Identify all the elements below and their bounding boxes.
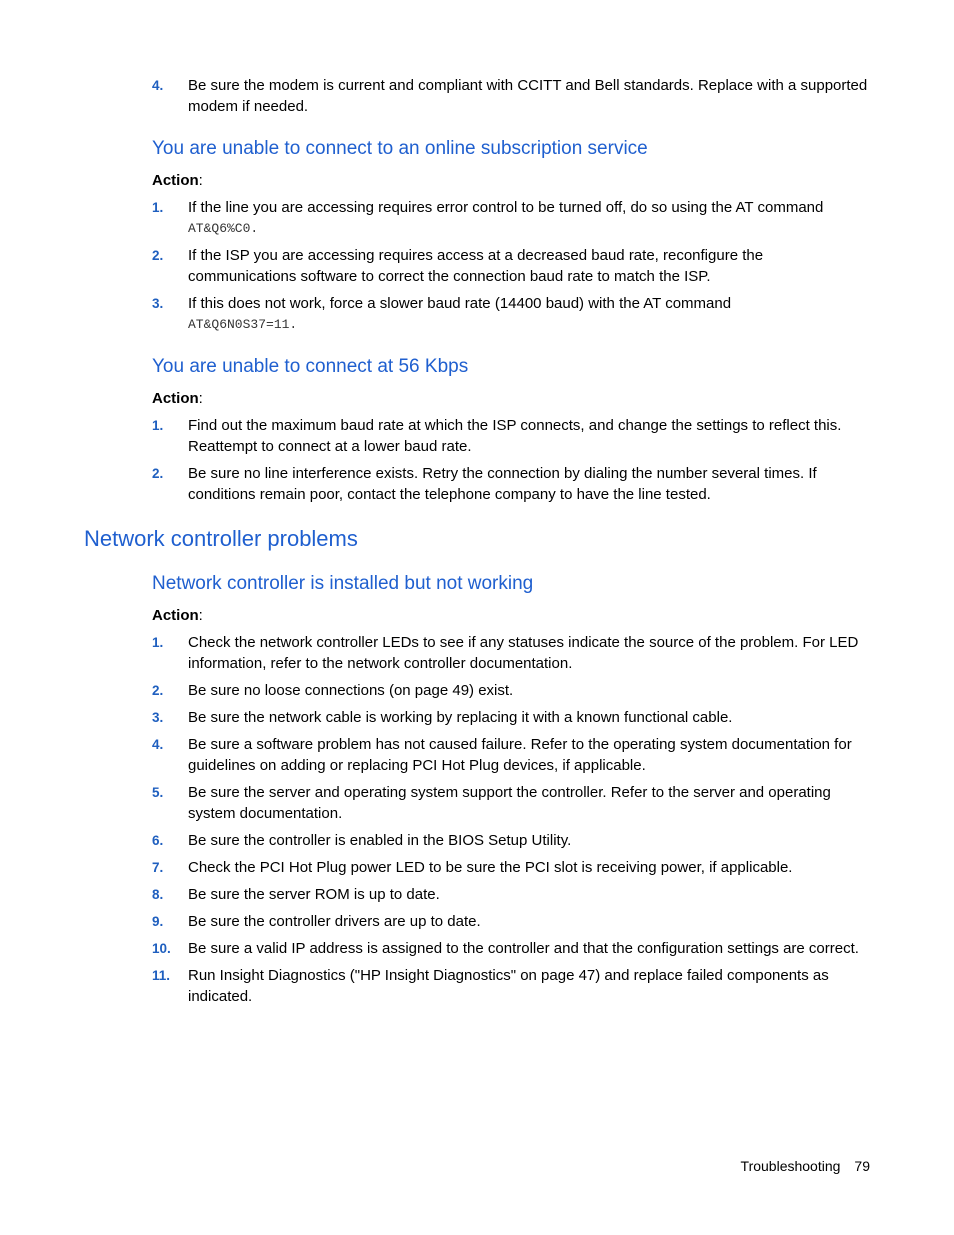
list-number: 2. [152, 683, 164, 698]
list-number: 9. [152, 914, 164, 929]
list-number: 10. [152, 941, 171, 956]
list-item [152, 884, 872, 905]
list-text: Be sure the network cable is working by replacing it with a known functional cable. [188, 709, 733, 726]
list-item [152, 965, 872, 1007]
at-command-code: AT&Q6N0S37=11. [188, 317, 298, 332]
page-number: 79 [854, 1158, 870, 1174]
list-text: If the line you are accessing requires error control to be turned off, do so using the AT command [188, 199, 824, 216]
list-number: 11. [152, 968, 171, 983]
list-text: Be sure the controller is enabled in the BIOS Setup Utility. [188, 832, 572, 849]
network-list [152, 632, 872, 1013]
list-item [152, 707, 872, 728]
network-section-title: Network controller problems [84, 526, 358, 551]
list-text: Be sure a software problem has not caused failure. Refer to the operating system documentation for guidelines on adding or replacing PCI Hot Plug devices, if applicable. [188, 736, 852, 774]
list-text: If this does not work, force a slower baud rate (14400 baud) with the AT command [188, 295, 732, 312]
list-number: 5. [152, 785, 164, 800]
action-label: Action: [152, 390, 203, 407]
intro-list [152, 75, 872, 123]
list-item [152, 938, 872, 959]
subscription-list [152, 197, 872, 341]
list-number: 8. [152, 887, 164, 902]
list-item [152, 75, 872, 117]
action-label: Action: [152, 607, 203, 624]
list-number: 1. [152, 418, 164, 433]
list-number: 6. [152, 833, 164, 848]
subscription-heading: You are unable to connect to an online subscription service [152, 138, 648, 159]
list-text: Find out the maximum baud rate at which the ISP connects, and change the settings to reflect this. Reattempt to connect at a lower baud rate. [188, 417, 842, 455]
list-text: If the ISP you are accessing requires access at a decreased baud rate, reconfigure the communications software to correct the connection baud rate to match the ISP. [188, 247, 764, 285]
list-text: Be sure no line interference exists. Retry the connection by dialing the number several times. If conditions remain poor, contact the telephone company to have the line tested. [188, 465, 817, 503]
at-command-code: AT&Q6%C0. [188, 221, 259, 236]
list-text: Be sure the server ROM is up to date. [188, 886, 440, 903]
list-text: Run Insight Diagnostics ("HP Insight Diagnostics" on page 47) and replace failed components as indicated. [188, 967, 829, 1005]
list-item [152, 632, 872, 674]
list-number: 3. [152, 710, 164, 725]
list-item [152, 197, 872, 239]
list-text: Check the network controller LEDs to see if any statuses indicate the source of the problem. For LED information, refer to the network controller documentation. [188, 634, 859, 672]
list-item [152, 245, 872, 287]
list-number: 1. [152, 200, 164, 215]
list-text: Be sure no loose connections (on page 49) exist. [188, 682, 514, 699]
list-number: 3. [152, 296, 164, 311]
list-text: Be sure a valid IP address is assigned to the controller and that the configuration settings are correct. [188, 940, 859, 957]
list-number: 1. [152, 635, 164, 650]
page-footer [741, 1158, 870, 1174]
list-number: 4. [152, 737, 164, 752]
list-item [152, 293, 872, 335]
list-number: 7. [152, 860, 164, 875]
list-number: 2. [152, 466, 164, 481]
network-sub-heading: Network controller is installed but not working [152, 573, 534, 594]
list-text: Be sure the server and operating system support the controller. Refer to the server and operating system documentation. [188, 784, 831, 822]
action-label: Action: [152, 172, 203, 189]
56k-list [152, 415, 872, 511]
list-item [152, 782, 872, 824]
footer-section-name: Troubleshooting [740, 1158, 841, 1174]
list-item [152, 830, 872, 851]
56k-heading: You are unable to connect at 56 Kbps [152, 356, 469, 377]
list-number: 2. [152, 248, 164, 263]
list-item [152, 463, 872, 505]
list-text: Check the PCI Hot Plug power LED to be sure the PCI slot is receiving power, if applicable. [188, 859, 793, 876]
list-number: 4. [152, 78, 164, 93]
list-item [152, 680, 872, 701]
list-item [152, 911, 872, 932]
list-text: Be sure the controller drivers are up to date. [188, 913, 481, 930]
list-item [152, 857, 872, 878]
list-text: Be sure the modem is current and compliant with CCITT and Bell standards. Replace with a supported modem if needed. [188, 77, 868, 115]
list-item [152, 415, 872, 457]
list-item [152, 734, 872, 776]
